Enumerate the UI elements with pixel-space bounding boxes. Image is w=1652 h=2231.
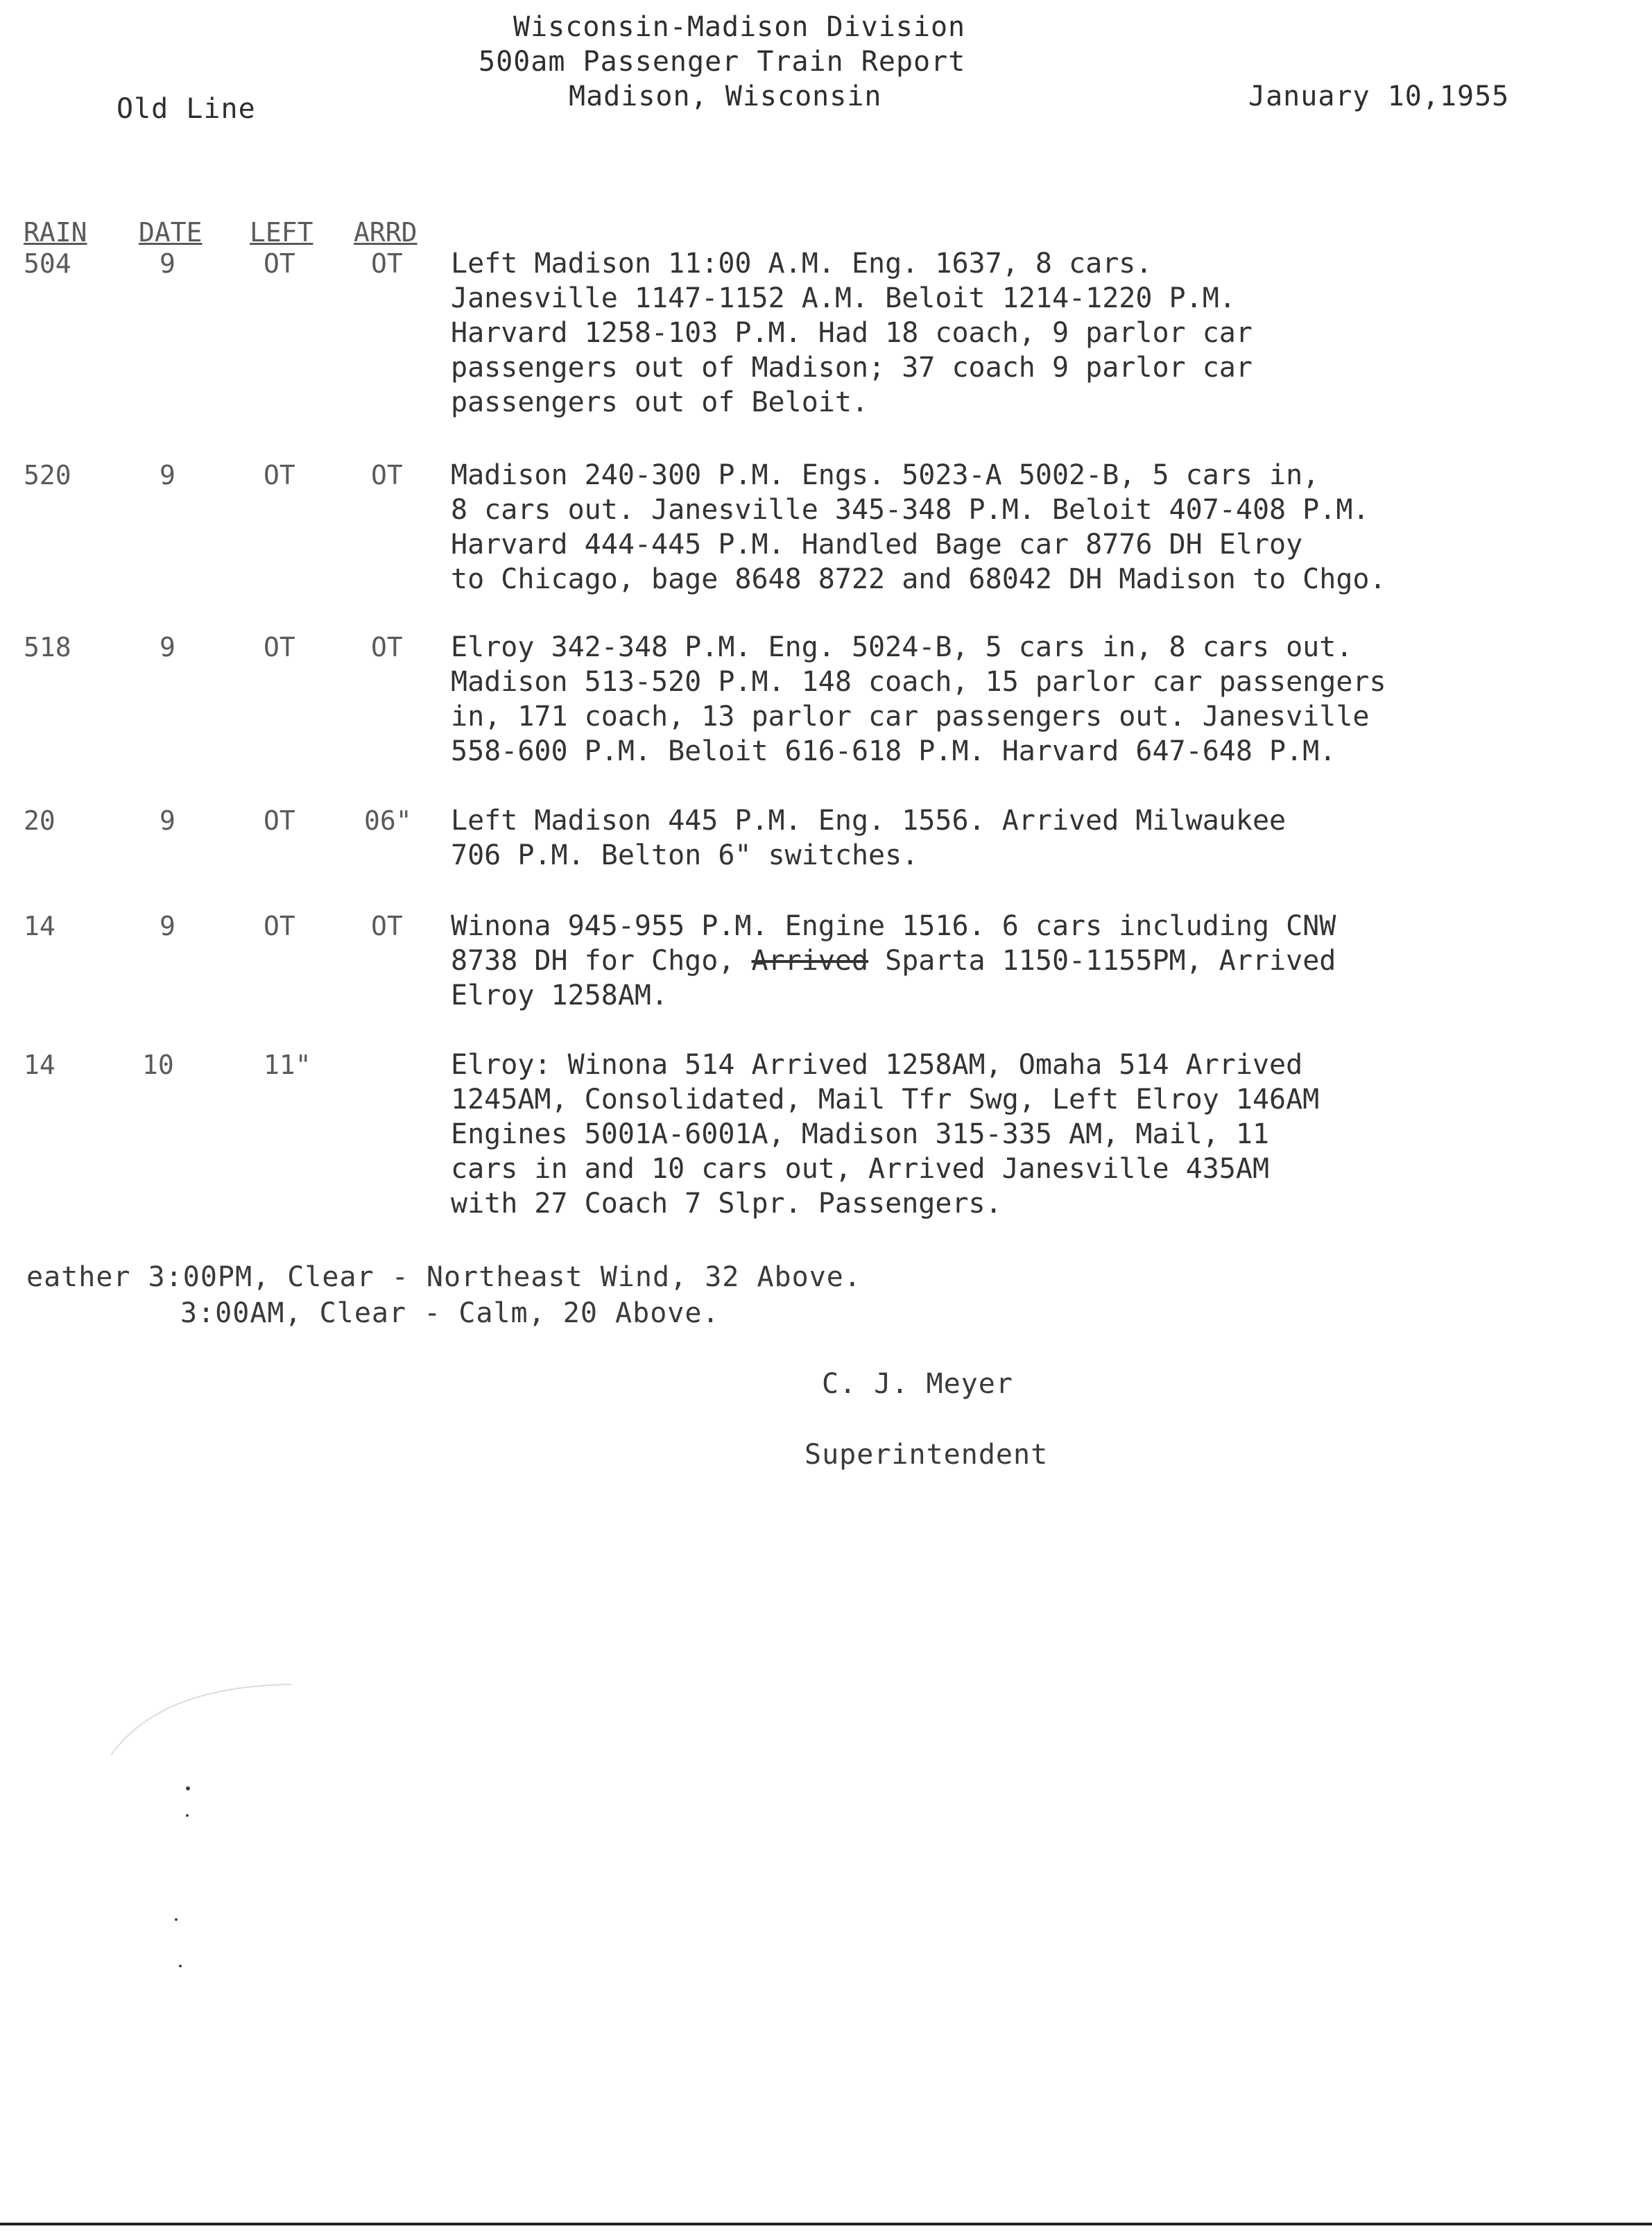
column-header-date: DATE	[139, 217, 203, 248]
train-number: 518	[24, 632, 71, 663]
page-bottom-edge	[0, 2223, 1652, 2225]
scan-speck	[186, 1814, 189, 1817]
scan-speck	[186, 1786, 190, 1790]
arrived-status: OT	[371, 911, 403, 941]
arrived-status: OT	[371, 632, 403, 663]
train-number: 20	[24, 805, 55, 836]
date-value: 9	[160, 805, 175, 836]
entry-text: Elroy: Winona 514 Arrived 1258AM, Omaha 514 Arrived 1245AM, Consolidated, Mail Tfr Swg, Left Elroy 146AM Engines 5001A-6001A, Madison 315-335 AM, Mail, 11 cars in and 10 cars out, Arrived Janesville 435AM with 27 Coach 7 Slpr. Passengers.	[451, 1049, 1320, 1220]
entry-text-part: Sparta 1150-1155PM, Arrived Elroy 1258AM.	[451, 945, 1336, 1011]
column-header-left: LEFT	[250, 217, 313, 248]
entry-text: Left Madison 11:00 A.M. Eng. 1637, 8 cars. Janesville 1147-1152 A.M. Beloit 1214-1220 P.M. Harvard 1258-103 P.M. Had 18 coach, 9 parlor car passengers out of Madison; 37 coach 9 parlor car passengers out of Beloit.	[451, 248, 1253, 418]
column-header-arrd: ARRD	[354, 217, 418, 248]
left-status: OT	[264, 460, 295, 490]
scan-speck	[175, 1918, 178, 1921]
train-number: 14	[24, 1050, 55, 1080]
entry-text: Madison 240-300 P.M. Engs. 5023-A 5002-B, 5 cars in, 8 cars out. Janesville 345-348 P.M. Beloit 407-408 P.M. Harvard 444-445 P.M. Handled Bage car 8776 DH Elroy to Chicago, bage 8648 8722 and 68042 DH Madison to Chgo.	[451, 459, 1386, 595]
weather-line-1: eather 3:00PM, Clear - Northeast Wind, 32 Above.	[26, 1261, 861, 1293]
report-title: 500am Passenger Train Report	[479, 46, 966, 78]
left-status: OT	[264, 911, 295, 941]
report-date: January 10,1955	[1248, 80, 1510, 112]
left-status: 11"	[264, 1050, 311, 1080]
train-number: 14	[24, 911, 55, 941]
arrived-status: OT	[371, 248, 403, 279]
left-status: OT	[264, 805, 295, 836]
left-status: OT	[264, 632, 295, 663]
scan-fold-mark	[104, 1679, 298, 1762]
struck-word: Arrived	[751, 945, 869, 977]
arrived-status: OT	[371, 460, 403, 490]
date-value: 9	[160, 460, 175, 490]
arrived-status: 06"	[364, 805, 412, 836]
entry-text: Elroy 342-348 P.M. Eng. 5024-B, 5 cars in, 8 cars out. Madison 513-520 P.M. 148 coach, 15 parlor car passengers in, 171 coach, 13 parlor car passengers out. Janesville 558-600 P.M. Beloit 616-618 P.M. Harvard 647-648 P.M.	[451, 631, 1386, 767]
signature-title: Superintendent	[805, 1439, 1049, 1471]
scan-speck	[179, 1965, 182, 1967]
weather-line-2: 3:00AM, Clear - Calm, 20 Above.	[180, 1297, 720, 1329]
train-number: 504	[24, 248, 71, 279]
entry-text-part: Winona 945-955 P.M. Engine 1516. 6 cars including CNW 8738 DH for Chgo,	[451, 910, 1336, 977]
report-location: Madison, Wisconsin	[569, 80, 882, 112]
signature-name: C. J. Meyer	[822, 1368, 1013, 1400]
division-title: Wisconsin-Madison Division	[513, 11, 966, 43]
entry-text	[451, 909, 1630, 1013]
date-value: 9	[160, 248, 175, 279]
column-header-train: RAIN	[24, 217, 87, 248]
left-status: OT	[264, 248, 295, 279]
date-value: 10	[142, 1050, 174, 1080]
date-value: 9	[160, 632, 175, 663]
line-name: Old Line	[117, 93, 256, 125]
entry-text: Left Madison 445 P.M. Eng. 1556. Arrived Milwaukee 706 P.M. Belton 6" switches.	[451, 805, 1287, 871]
date-value: 9	[160, 911, 175, 941]
train-number: 520	[24, 460, 71, 490]
